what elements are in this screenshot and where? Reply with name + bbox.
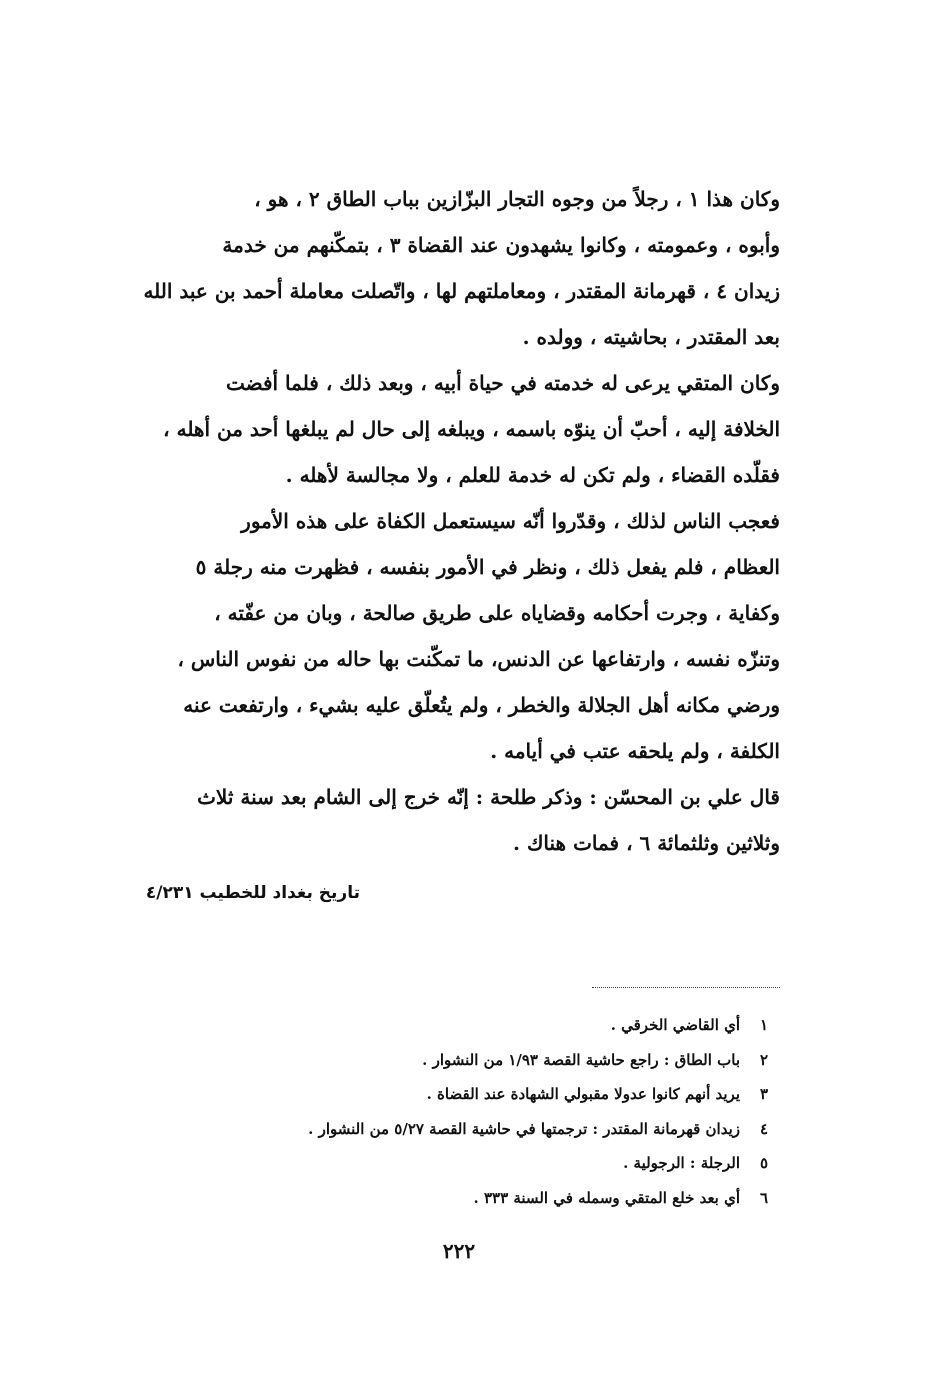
footnote-number: ٦ (759, 1188, 768, 1207)
footnote-item (200, 1008, 768, 1043)
page-number: ٢٢٢ (442, 1239, 476, 1263)
footnote-text: زيدان قهرمانة المقتدر : ترجمتها في حاشية القصة ٥/٢٧ من النشوار . (308, 1119, 740, 1138)
footnote-item (200, 1146, 768, 1181)
text-line: وثلاثين وثلثمائة ٦ ، فمات هناك . (513, 831, 780, 855)
footnote-item (200, 1181, 768, 1216)
footnote-number: ١ (759, 1016, 768, 1034)
paragraph-2 (104, 360, 780, 498)
text-line: وأبوه ، وعمومته ، وكانوا يشهدون عند القضاة ٣ ، بتمكّنهم من خدمة (222, 233, 780, 257)
text-line: فعجب الناس لذلك ، وقدّروا أنّه سيستعمل الكفاة على هذه الأمور (241, 509, 780, 533)
paragraph-4 (104, 774, 780, 866)
footnote-text: باب الطاق : راجع حاشية القصة ١/٩٣ من النشوار . (422, 1050, 740, 1069)
footnote-number: ٥ (759, 1154, 768, 1173)
footnote-item (200, 1077, 768, 1112)
footnote-item (200, 1112, 768, 1147)
footnote-divider (592, 987, 780, 988)
footnote-number: ٤ (759, 1119, 768, 1138)
text-line: فقلّده القضاء ، ولم تكن له خدمة للعلم ، ولا مجالسة لأهله . (285, 463, 780, 487)
text-line: وكان هذا ١ ، رجلاً من وجوه التجار البزّازين بباب الطاق ٢ ، هو ، (254, 187, 780, 211)
text-line: وكان المتقي يرعى له خدمته في حياة أبيه ، وبعد ذلك ، فلما أفضت (225, 371, 780, 395)
footnote-number: ٢ (759, 1050, 768, 1069)
paragraph-1 (104, 176, 780, 360)
footnotes-list (200, 1008, 768, 1216)
footnote-text: يريد أنهم كانوا عدولا مقبولي الشهادة عند القضاة . (426, 1085, 740, 1104)
main-text (104, 176, 780, 866)
text-line: زيدان ٤ ، قهرمانة المقتدر ، ومعاملتهم لها ، واتّصلت معاملة أحمد بن عبد الله (143, 279, 780, 303)
text-line: ورضي مكانه أهل الجلالة والخطر ، ولم يتُعلّق عليه بشيء ، وارتفعت عنه (183, 693, 780, 717)
text-line: الكلفة ، ولم يلحقه عتب في أيامه . (490, 739, 780, 763)
footnote-text: أي القاضي الخرقي . (610, 1016, 740, 1034)
text-line: قال علي بن المحسّن : وذكر طلحة : إنّه خرج إلى الشام بعد سنة ثلاث (197, 785, 780, 809)
paragraph-3 (104, 498, 780, 774)
footnote-number: ٣ (759, 1085, 768, 1104)
source-reference: تاريخ بغداد للخطيب ٤/٢٣١ (145, 883, 360, 903)
text-line: الخلافة إليه ، أحبّ أن ينوّه باسمه ، ويبلغه إلى حال لم يبلغها أحد من أهله ، (163, 417, 780, 441)
text-line: العظام ، فلم يفعل ذلك ، ونظر في الأمور بنفسه ، فظهرت منه رجلة ٥ (195, 555, 780, 579)
text-line: وتنزّه نفسه ، وارتفاعها عن الدنس، ما تمكّنت بها حاله من نفوس الناس ، (177, 647, 780, 671)
text-line: وكفاية ، وجرت أحكامه وقضاياه على طريق صالحة ، وبان من عفّته ، (214, 601, 780, 625)
footnote-text: أي بعد خلع المتقي وسمله في السنة ٣٣٣ . (473, 1188, 740, 1207)
footnote-text: الرجلة : الرجولية . (623, 1154, 740, 1173)
text-line: بعد المقتدر ، بحاشيته ، وولده . (522, 325, 780, 349)
footnote-item (200, 1043, 768, 1078)
